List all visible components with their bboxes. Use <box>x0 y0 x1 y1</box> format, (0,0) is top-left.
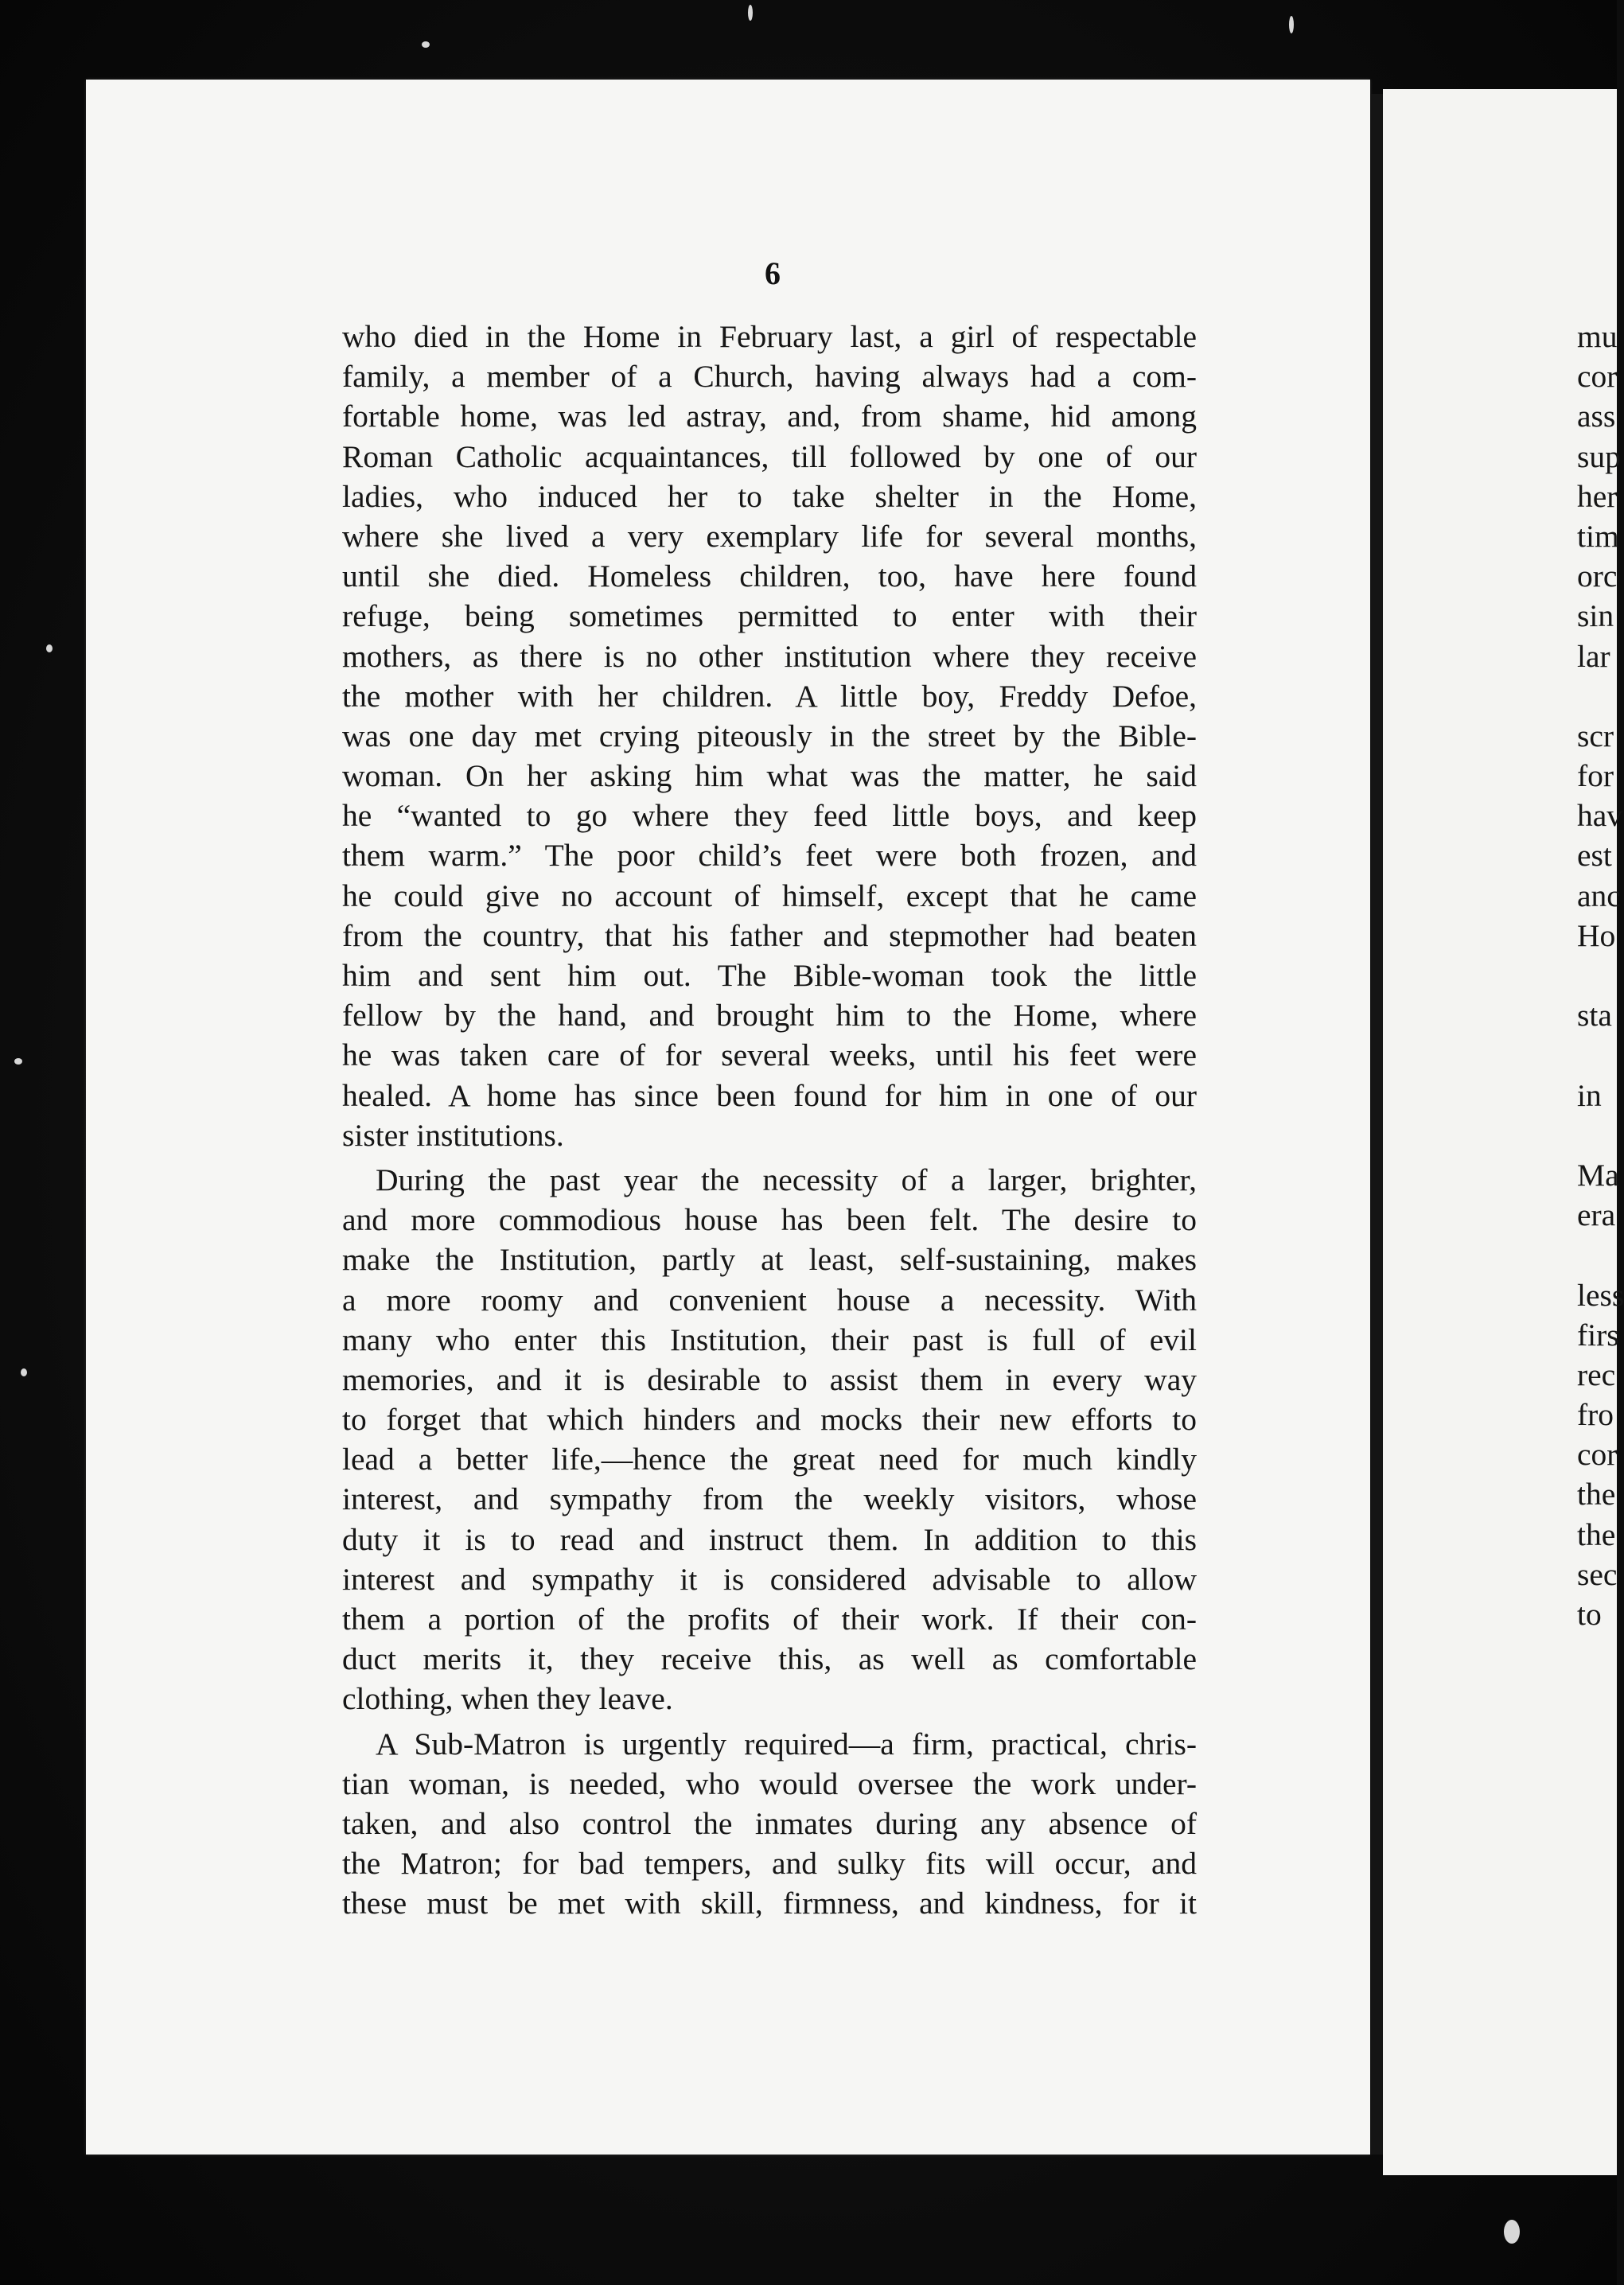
facing-page-fragment: cor <box>1577 359 1618 395</box>
facing-page-fragment: her <box>1577 478 1618 514</box>
text-line: he could give no account of himself, except that he came <box>342 878 1197 913</box>
facing-page-fragment: est <box>1577 838 1612 874</box>
text-line: tian woman, is needed, who would oversee the work under- <box>342 1765 1197 1801</box>
page-gutter <box>1370 94 1383 2155</box>
text-line: woman. On her asking him what was the matter, he said <box>342 758 1197 794</box>
text-line: many who enter this Institution, their past is full of evil <box>342 1322 1197 1357</box>
page-number: 6 <box>765 255 781 291</box>
facing-page-fragment <box>1577 956 1624 995</box>
text-line: memories, and it is desirable to assist them in every way <box>342 1361 1197 1397</box>
text-line: fellow by the hand, and brought him to the Home, where <box>342 998 1197 1034</box>
facing-page-fragment: in <box>1577 1077 1602 1113</box>
facing-page-fragment: Ho <box>1577 917 1616 953</box>
text-line: mothers, as there is no other institution where they receive <box>342 638 1197 674</box>
text-line: and more commodious house has been felt. The desire to <box>342 1202 1197 1238</box>
text-line: he “wanted to go where they feed little boys, and keep <box>342 798 1197 834</box>
text-line: make the Institution, partly at least, self-sustaining, makes <box>342 1242 1197 1278</box>
facing-page-fragment: rec <box>1577 1357 1616 1392</box>
text-line: ladies, who induced her to take shelter in the Home, <box>342 478 1197 514</box>
text-line: the Matron; for bad tempers, and sulky fits will occur, and <box>342 1846 1197 1882</box>
facing-page-fragment: mu <box>1577 319 1618 354</box>
facing-page-fragment <box>1577 676 1624 716</box>
facing-page-fragment: the <box>1577 1477 1616 1512</box>
facing-page-fragment: sta <box>1577 998 1612 1034</box>
facing-page-fragment: sec <box>1577 1556 1618 1592</box>
text-line: A Sub-Matron is urgently required—a firm, practical, chris- <box>376 1726 1197 1761</box>
paragraph <box>342 1724 1197 1924</box>
paragraph <box>342 1160 1197 1719</box>
text-line: them a portion of the profits of their work. If their con- <box>342 1602 1197 1637</box>
text-line: During the past year the necessity of a larger, brighter, <box>376 1162 1197 1197</box>
dust-speck <box>748 5 753 21</box>
text-line: the mother with her children. A little boy, Freddy Defoe, <box>342 678 1197 714</box>
text-line: until she died. Homeless children, too, have here found <box>342 559 1197 594</box>
text-line: interest and sympathy it is considered advisable to allow <box>342 1561 1197 1597</box>
text-line: sister institutions. <box>342 1117 564 1153</box>
text-line: family, a member of a Church, having always had a com- <box>342 359 1197 395</box>
text-line: to forget that which hinders and mocks their new efforts to <box>342 1402 1197 1438</box>
text-line: a more roomy and convenient house a necessity. With <box>342 1282 1197 1318</box>
body-text <box>342 317 1197 1924</box>
facing-page-fragment <box>1577 1035 1624 1075</box>
text-line: lead a better life,—hence the great need for much kindly <box>342 1442 1197 1477</box>
text-line: him and sent him out. The Bible-woman took the little <box>342 958 1197 993</box>
paragraph <box>342 317 1197 1155</box>
text-line: duct merits it, they receive this, as well as comfortable <box>342 1641 1197 1677</box>
text-line: these must be met with skill, firmness, and kindness, for it <box>342 1886 1197 1921</box>
facing-page-fragment: era <box>1577 1197 1616 1233</box>
text-line: who died in the Home in February last, a girl of respectable <box>342 319 1197 354</box>
facing-page-fragment: hav <box>1577 798 1623 834</box>
dust-speck <box>1504 2220 1520 2244</box>
dust-speck <box>1289 16 1294 33</box>
facing-page-fragment: lar <box>1577 638 1610 674</box>
facing-page-fragment: sin <box>1577 598 1614 634</box>
dust-speck <box>21 1368 27 1376</box>
dust-speck <box>46 644 53 652</box>
text-line: them warm.” The poor child’s feet were both frozen, and <box>342 838 1197 874</box>
text-line: Roman Catholic acquaintances, till followed by one of our <box>342 438 1197 474</box>
facing-page-fragment: Ma <box>1577 1157 1619 1193</box>
facing-page-text <box>1577 317 1624 1634</box>
text-line: interest, and sympathy from the weekly visitors, whose <box>342 1481 1197 1517</box>
dust-speck <box>422 41 430 48</box>
facing-page-fragment: less <box>1577 1277 1624 1313</box>
facing-page-fragment: sup <box>1577 438 1621 474</box>
facing-page-fragment: ass <box>1577 399 1616 434</box>
facing-page-fragment: fro <box>1577 1397 1614 1433</box>
facing-page-fragment: scr <box>1577 718 1614 753</box>
facing-page-fragment: anc <box>1577 878 1621 913</box>
facing-page-fragment: orc <box>1577 559 1618 594</box>
facing-page-fragment <box>1577 1235 1624 1275</box>
text-line: healed. A home has since been found for him in one of our <box>342 1077 1197 1113</box>
text-line: refuge, being sometimes permitted to enter with their <box>342 598 1197 634</box>
facing-page-fragment: the <box>1577 1516 1616 1552</box>
text-line: fortable home, was led astray, and, from shame, hid among <box>342 399 1197 434</box>
text-line: clothing, when they leave. <box>342 1681 673 1717</box>
text-line: from the country, that his father and stepmother had beaten <box>342 917 1197 953</box>
text-line: was one day met crying piteously in the street by the Bible- <box>342 718 1197 753</box>
text-line: taken, and also control the inmates during any absence of <box>342 1805 1197 1841</box>
facing-page-fragment: for <box>1577 758 1614 794</box>
facing-page-fragment: to <box>1577 1597 1602 1632</box>
facing-page-fragment: firs <box>1577 1317 1619 1353</box>
facing-page-fragment: cor <box>1577 1437 1618 1473</box>
text-line: where she lived a very exemplary life for several months, <box>342 518 1197 554</box>
text-line: duty it is to read and instruct them. In addition to this <box>342 1521 1197 1557</box>
facing-page-fragment <box>1577 1115 1624 1155</box>
dust-speck <box>14 1058 22 1065</box>
text-line: he was taken care of for several weeks, until his feet were <box>342 1037 1197 1073</box>
facing-page-fragment: tim <box>1577 518 1619 554</box>
